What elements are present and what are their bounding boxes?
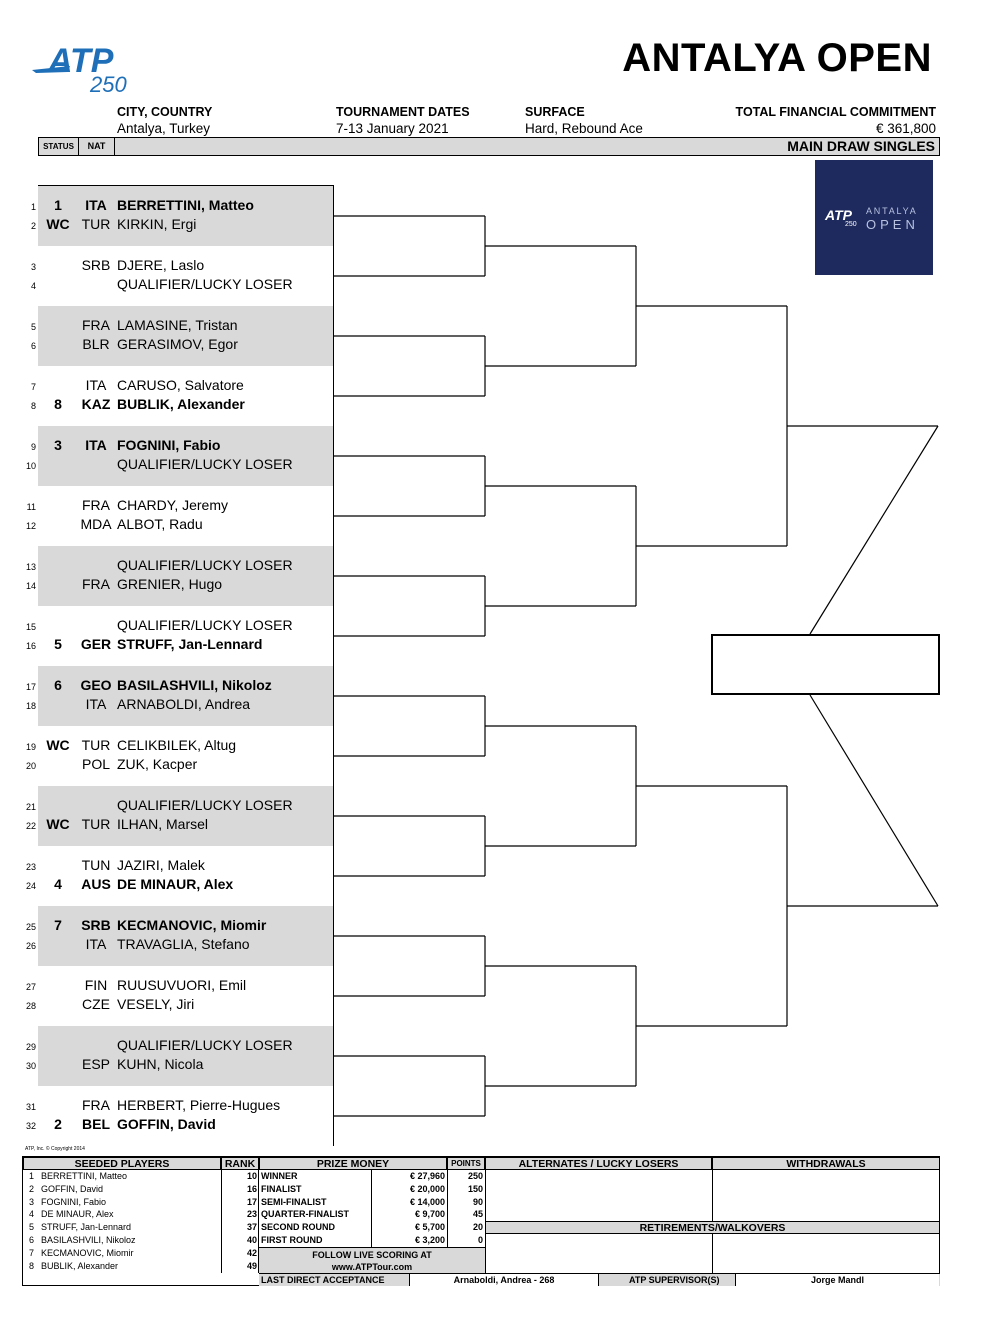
surface-value: Hard, Rebound Ace xyxy=(525,121,643,136)
city-label: CITY, COUNTRY xyxy=(117,105,213,119)
prize-points: 90 xyxy=(472,1196,483,1207)
seed-status: WC xyxy=(46,816,70,832)
svg-text:250: 250 xyxy=(845,221,857,228)
draw-position: 12 xyxy=(25,521,36,531)
svg-text:250: 250 xyxy=(90,72,127,96)
seed-number: 5 xyxy=(29,1222,35,1233)
seed-player-name: BERRETTINI, Matteo xyxy=(41,1171,128,1181)
retirements-divider xyxy=(712,1234,713,1273)
seed-player-name: FOGNINI, Fabio xyxy=(41,1196,107,1207)
draw-position: 27 xyxy=(25,982,36,992)
prize-row xyxy=(259,1170,485,1183)
seed-status: 4 xyxy=(54,876,62,892)
player-name: GERASIMOV, Egor xyxy=(117,336,238,352)
player-name: QUALIFIER/LUCKY LOSER xyxy=(117,276,293,292)
seed-player-name: DE MINAUR, Alex xyxy=(41,1209,114,1220)
draw-position: 13 xyxy=(25,562,36,572)
player-nationality: ITA xyxy=(85,936,107,952)
player-nationality: TUR xyxy=(81,816,111,832)
player-nationality: MDA xyxy=(80,516,112,532)
player-nationality: BLR xyxy=(82,336,110,352)
draw-position: 7 xyxy=(30,382,36,392)
prize-money: € 5,700 xyxy=(414,1222,445,1233)
dates-label: TOURNAMENT DATES xyxy=(336,105,470,119)
player-name: CARUSO, Salvatore xyxy=(117,377,244,393)
prize-points: 45 xyxy=(472,1209,483,1220)
svg-text:ANTALYA: ANTALYA xyxy=(866,206,918,216)
surface-label: SURFACE xyxy=(525,105,585,119)
draw-position: 20 xyxy=(25,761,36,771)
seed-rank: 23 xyxy=(246,1209,257,1220)
rank-header: RANK xyxy=(221,1157,259,1170)
prize-money: € 27,960 xyxy=(409,1171,445,1181)
player-name: RUUSUVUORI, Emil xyxy=(117,977,247,993)
points-header: POINTS xyxy=(447,1157,485,1170)
lda-value: Arnaboldi, Andrea - 268 xyxy=(409,1274,599,1286)
draw-position: 16 xyxy=(25,641,36,651)
player-nationality: FRA xyxy=(82,576,110,592)
seed-number: 4 xyxy=(29,1209,35,1220)
seed-player-name: GOFFIN, David xyxy=(41,1183,104,1194)
draw-position: 28 xyxy=(25,1001,36,1011)
retirements-header: RETIREMENTS/WALKOVERS xyxy=(485,1221,940,1234)
follow-url[interactable]: www.ATPTour.com xyxy=(331,1262,413,1272)
rank-divider xyxy=(221,1170,222,1273)
svg-text:OPEN: OPEN xyxy=(866,217,919,232)
draw-position: 26 xyxy=(25,941,36,951)
acceptance-row xyxy=(259,1273,940,1286)
player-name: GOFFIN, David xyxy=(117,1116,216,1132)
player-name: BUBLIK, Alexander xyxy=(117,396,245,412)
supervisor-label: ATP SUPERVISOR(S) xyxy=(629,1275,720,1285)
seed-number: 7 xyxy=(29,1247,35,1258)
seed-number: 2 xyxy=(29,1183,35,1194)
player-name: KUHN, Nicola xyxy=(117,1056,204,1072)
seed-rank: 17 xyxy=(246,1196,257,1207)
player-name: ALBOT, Radu xyxy=(117,516,203,532)
svg-text:ATP: ATP xyxy=(825,207,852,223)
player-name: GRENIER, Hugo xyxy=(117,576,223,592)
prize-round: SEMI-FINALIST xyxy=(261,1196,327,1207)
prize-round: FIRST ROUND xyxy=(261,1235,323,1245)
footer-table xyxy=(22,1156,940,1286)
player-name: STRUFF, Jan-Lennard xyxy=(117,636,263,652)
seed-row xyxy=(23,1208,259,1221)
draw-position: 19 xyxy=(25,742,36,752)
draw-position: 21 xyxy=(25,802,36,812)
player-name: HERBERT, Pierre-Hugues xyxy=(117,1097,281,1113)
prize-row xyxy=(259,1221,485,1234)
seed-row xyxy=(23,1247,259,1260)
draw-position: 15 xyxy=(25,622,36,632)
player-nationality: FRA xyxy=(82,1097,110,1113)
player-name: ARNABOLDI, Andrea xyxy=(117,696,251,712)
draw-position: 11 xyxy=(26,502,36,512)
withdrawals-divider xyxy=(712,1170,713,1221)
player-name: TRAVAGLIA, Stefano xyxy=(117,936,250,952)
player-nationality: ITA xyxy=(85,696,107,712)
player-nationality: ITA xyxy=(85,197,107,213)
prize-round: FINALIST xyxy=(261,1183,302,1194)
winner-box xyxy=(711,634,940,695)
prize-money-header: PRIZE MONEY xyxy=(259,1157,447,1170)
draw-position: 8 xyxy=(30,401,36,411)
player-name: QUALIFIER/LUCKY LOSER xyxy=(117,617,293,633)
prize-points: 20 xyxy=(472,1222,483,1233)
draw-position: 24 xyxy=(25,881,36,891)
follow-label: FOLLOW LIVE SCORING AT xyxy=(312,1250,432,1260)
follow-scoring-box xyxy=(259,1247,485,1273)
draw-position: 14 xyxy=(25,581,36,591)
svg-text:ATP: ATP xyxy=(48,42,114,80)
seed-number: 8 xyxy=(29,1260,35,1271)
player-name: CELIKBILEK, Altug xyxy=(117,737,237,753)
points-divider xyxy=(447,1170,448,1247)
bracket-line xyxy=(810,426,938,634)
draw-position: 18 xyxy=(25,701,36,711)
seed-status: 6 xyxy=(54,677,62,693)
seed-rank: 16 xyxy=(246,1183,257,1194)
player-name: KIRKIN, Ergi xyxy=(117,216,197,232)
seed-player-name: KECMANOVIC, Miomir xyxy=(41,1247,134,1258)
player-name: QUALIFIER/LUCKY LOSER xyxy=(117,797,293,813)
seed-row xyxy=(23,1221,259,1234)
draw-position: 17 xyxy=(25,682,36,692)
seed-status: 1 xyxy=(54,197,62,213)
player-name: QUALIFIER/LUCKY LOSER xyxy=(117,1037,293,1053)
player-nationality: FRA xyxy=(82,497,110,513)
player-nationality: ITA xyxy=(85,437,107,453)
seed-number: 6 xyxy=(29,1235,35,1245)
prize-round: SECOND ROUND xyxy=(261,1222,336,1233)
seed-status: 5 xyxy=(54,636,62,652)
player-name: FOGNINI, Fabio xyxy=(117,437,221,453)
player-nationality: GEO xyxy=(80,677,112,693)
bracket-line xyxy=(810,695,938,906)
seed-rank: 10 xyxy=(246,1171,257,1181)
seed-status: WC xyxy=(46,216,70,232)
player-name: BASILASHVILI, Nikoloz xyxy=(117,677,272,693)
seed-rank: 49 xyxy=(246,1260,257,1271)
player-nationality: ESP xyxy=(81,1056,110,1072)
draw-position: 30 xyxy=(25,1061,36,1071)
seed-row xyxy=(23,1196,259,1209)
draw-position: 1 xyxy=(30,202,36,212)
player-nationality: BEL xyxy=(82,1116,110,1132)
seed-rank: 40 xyxy=(246,1235,257,1245)
draw-position: 32 xyxy=(25,1121,36,1131)
player-name: QUALIFIER/LUCKY LOSER xyxy=(117,557,293,573)
player-name: KECMANOVIC, Miomir xyxy=(117,917,267,933)
player-nationality: TUR xyxy=(81,737,111,753)
seed-number: 1 xyxy=(29,1171,35,1181)
player-name: LAMASINE, Tristan xyxy=(117,317,238,333)
withdrawals-header: WITHDRAWALS xyxy=(712,1157,940,1170)
player-name: CHARDY, Jeremy xyxy=(117,497,228,513)
player-name: DE MINAUR, Alex xyxy=(117,876,234,892)
prize-money: € 9,700 xyxy=(414,1209,445,1220)
seeded-list xyxy=(23,1170,259,1273)
seed-rank: 37 xyxy=(246,1222,257,1233)
seed-player-name: BASILASHVILI, Nikoloz xyxy=(41,1235,136,1245)
prize-round: QUARTER-FINALIST xyxy=(261,1209,349,1220)
player-name: ILHAN, Marsel xyxy=(117,816,209,832)
financial-value: € 361,800 xyxy=(875,121,936,136)
alternates-header: ALTERNATES / LUCKY LOSERS xyxy=(485,1157,712,1170)
draw-position: 23 xyxy=(25,862,36,872)
prize-row xyxy=(259,1208,485,1221)
player-name: QUALIFIER/LUCKY LOSER xyxy=(117,456,293,472)
seed-row xyxy=(23,1260,259,1273)
prize-money: € 20,000 xyxy=(409,1183,445,1194)
seed-row xyxy=(23,1183,259,1196)
seeded-players-header: SEEDED PLAYERS xyxy=(23,1157,221,1170)
player-nationality: CZE xyxy=(82,996,110,1012)
player-name: DJERE, Laslo xyxy=(117,257,205,273)
draw-position: 3 xyxy=(30,262,36,272)
seed-status: 7 xyxy=(54,917,62,933)
player-nationality: TUR xyxy=(81,216,111,232)
prize-money: € 14,000 xyxy=(409,1196,445,1207)
draw-type-label: MAIN DRAW SINGLES xyxy=(787,138,935,154)
seed-status: WC xyxy=(46,737,70,753)
prize-row xyxy=(259,1234,485,1247)
draw-position: 22 xyxy=(25,821,36,831)
money-divider xyxy=(371,1170,372,1247)
prize-row xyxy=(259,1196,485,1209)
city-value: Antalya, Turkey xyxy=(117,121,211,136)
draw-position: 9 xyxy=(30,442,36,452)
draw-position: 10 xyxy=(25,461,36,471)
tournament-title: ANTALYA OPEN xyxy=(622,36,932,80)
player-name: BERRETTINI, Matteo xyxy=(117,197,254,213)
player-name: JAZIRI, Malek xyxy=(117,857,205,873)
draw-position: 5 xyxy=(30,322,36,332)
prize-list xyxy=(259,1170,485,1247)
draw-position: 4 xyxy=(30,281,36,291)
financial-label: TOTAL FINANCIAL COMMITMENT xyxy=(735,105,936,119)
prize-money: € 3,200 xyxy=(414,1235,445,1245)
seed-row xyxy=(23,1234,259,1247)
draw-position: 31 xyxy=(25,1102,36,1112)
player-nationality: AUS xyxy=(81,876,111,892)
player-nationality: FRA xyxy=(82,317,110,333)
player-name: ZUK, Kacper xyxy=(117,756,198,772)
prize-points: 0 xyxy=(477,1235,483,1245)
lda-label: LAST DIRECT ACCEPTANCE xyxy=(261,1275,385,1285)
player-nationality: POL xyxy=(81,756,110,772)
player-nationality: ITA xyxy=(85,377,107,393)
status-column-label: STATUS xyxy=(39,138,79,155)
draw-position: 2 xyxy=(30,221,36,231)
prize-points: 150 xyxy=(467,1183,483,1194)
prize-points: 250 xyxy=(467,1171,483,1181)
player-nationality: SRB xyxy=(81,257,111,273)
draw-position: 29 xyxy=(25,1042,36,1052)
seed-player-name: BUBLIK, Alexander xyxy=(41,1260,119,1271)
player-nationality: KAZ xyxy=(81,396,111,412)
supervisor-value: Jorge Mandl xyxy=(735,1274,939,1286)
prize-round: WINNER xyxy=(261,1171,298,1181)
copyright: ATP, Inc. © Copyright 2014 xyxy=(25,1146,85,1152)
nat-column-label: NAT xyxy=(79,138,115,155)
draw-position: 6 xyxy=(30,341,36,351)
player-nationality: FIN xyxy=(84,977,108,993)
seed-status: 8 xyxy=(54,396,62,412)
seed-rank: 42 xyxy=(246,1247,257,1258)
player-name: VESELY, Jiri xyxy=(117,996,195,1012)
draw-position: 25 xyxy=(25,922,36,932)
player-nationality: TUN xyxy=(81,857,111,873)
prize-row xyxy=(259,1183,485,1196)
dates-value: 7-13 January 2021 xyxy=(336,121,449,136)
player-nationality: GER xyxy=(80,636,112,652)
seed-player-name: STRUFF, Jan-Lennard xyxy=(41,1222,132,1233)
seed-row xyxy=(23,1170,259,1183)
player-nationality: SRB xyxy=(81,917,111,933)
seed-status: 3 xyxy=(54,437,62,453)
seed-status: 2 xyxy=(54,1116,62,1132)
seed-number: 3 xyxy=(29,1196,35,1207)
